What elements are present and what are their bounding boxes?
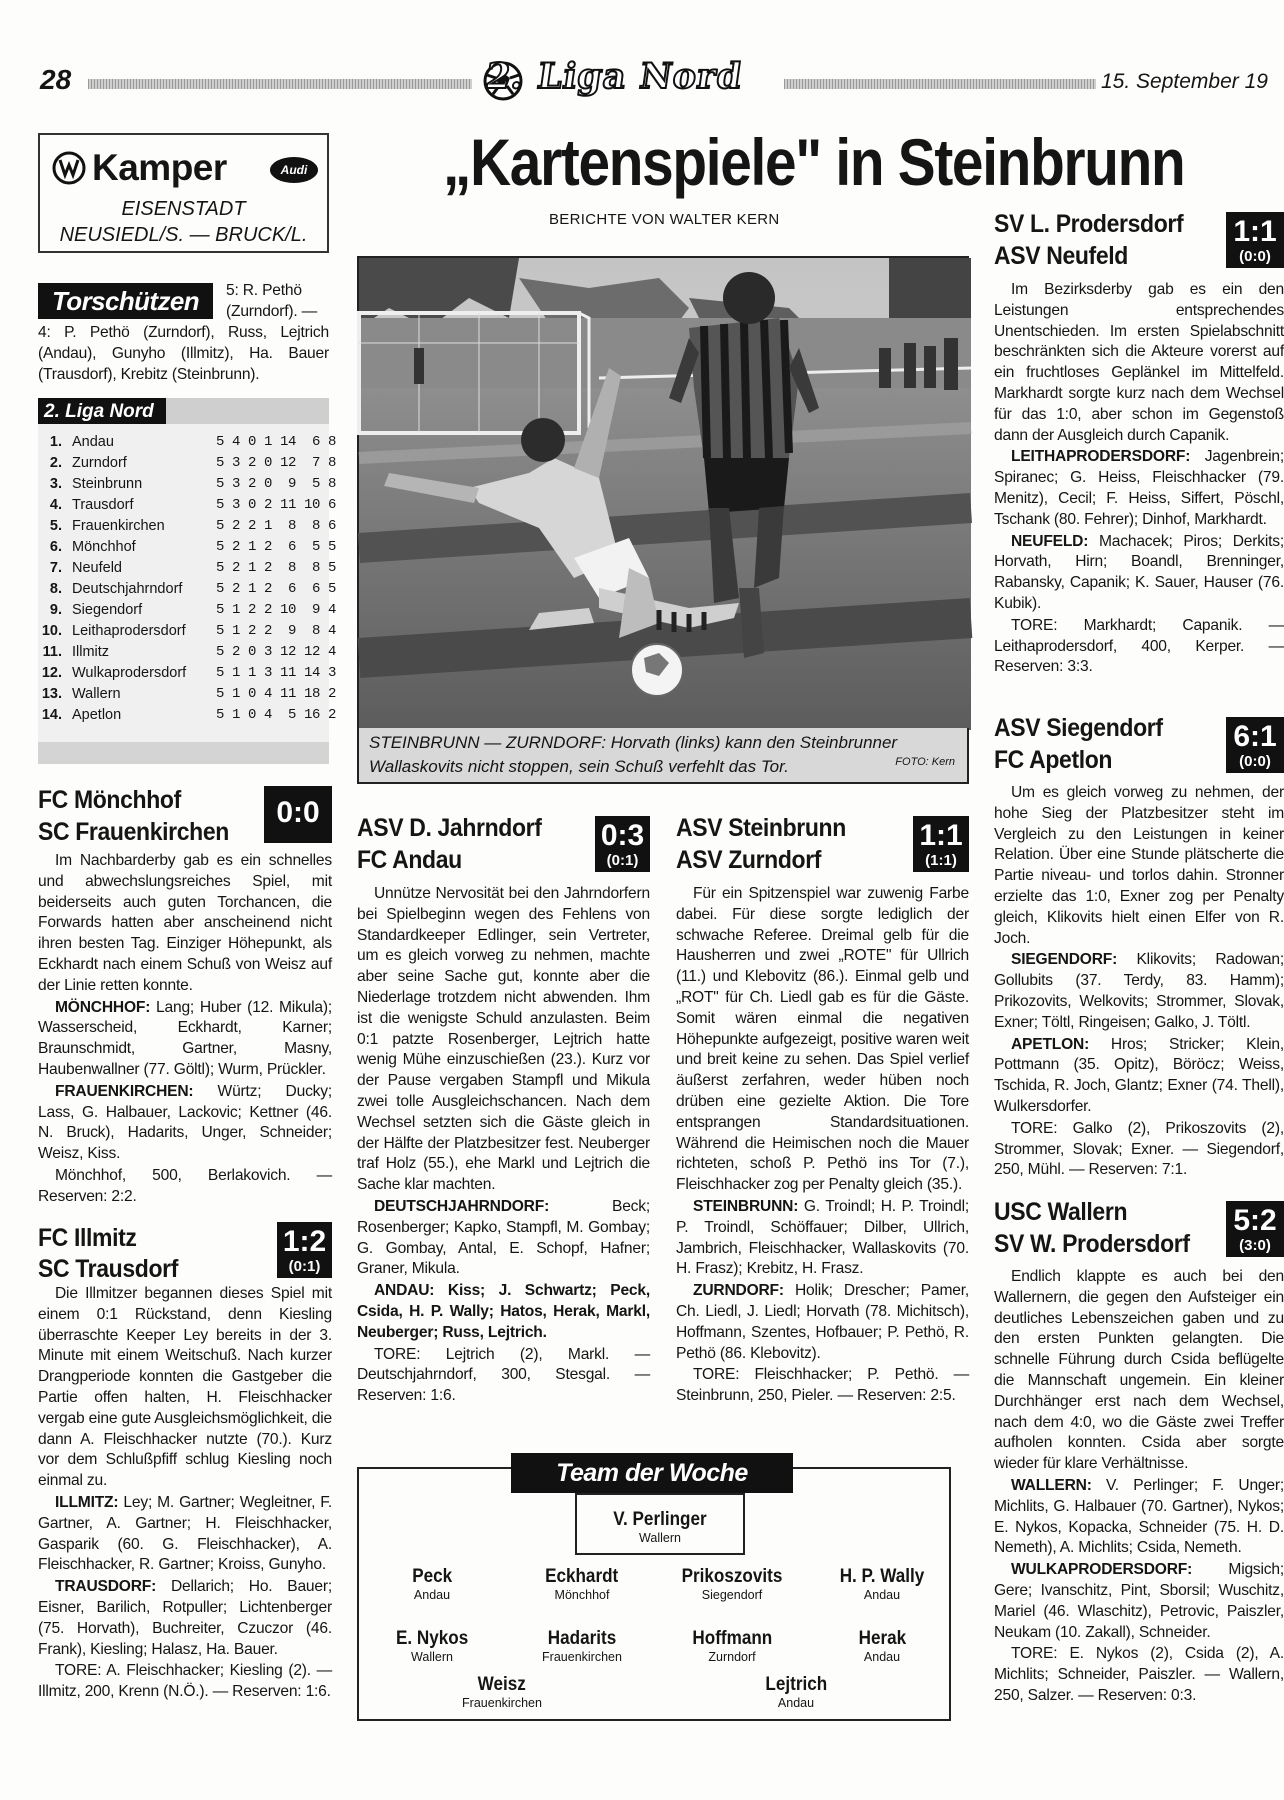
table-row xyxy=(38,684,337,705)
table-row xyxy=(38,705,337,726)
player-name: E. Nykos xyxy=(395,1628,469,1649)
photo-credit: FOTO: Kern xyxy=(895,756,955,768)
m4-score-half: (1:1) xyxy=(925,852,957,869)
m6-lineup1-team: SIEGENDORF: xyxy=(1011,951,1118,969)
table-rank: 12. xyxy=(41,665,62,681)
m7-home: USC Wallern xyxy=(994,1198,1128,1226)
table-stats: 5 2 2 1 8 8 6 xyxy=(216,518,337,534)
m1-lineup2: Würtz; Ducky; Lass, G. Halbauer, Lackovic; Kettner (46. N. Bruck), Hadarits, Unger, Schneider; Weisz, Kiss. xyxy=(38,1082,332,1163)
table-rank: 2. xyxy=(49,455,62,471)
m5-lineup1: Jagenbrein; Spiranec; G. Heiss, Fleischhacker (79. Menitz), Cecil; F. Heiss, Siffert, Pöschl, Tschank (80. Fehrer); Dinhof, Markhardt. xyxy=(994,448,1284,528)
m4-report xyxy=(676,884,969,1408)
scorers-text-top xyxy=(226,281,330,322)
m3-report xyxy=(357,884,650,1408)
table-stats: 5 2 1 2 8 8 5 xyxy=(216,560,337,576)
team-player xyxy=(812,1566,952,1603)
m6-home: ASV Siegendorf xyxy=(994,714,1163,742)
table-row xyxy=(38,474,337,495)
m1-text: Im Nachbarderby gab es ein schnelles und abwechslungsreiches Spiel, mit beiderseits auch guten Torchancen, die Forwards hatten aber anscheinend nicht ihren besten Tag. Einziger Höhepunkt, als Eckhardt nach einem Schuß von Weisz auf der Linie retten konnte. xyxy=(38,852,332,994)
m3-lineup2-team: ANDAU: xyxy=(374,1282,435,1300)
m2-home: FC Illmitz xyxy=(38,1224,137,1252)
table-row xyxy=(38,663,337,684)
scorers-text-b: (Zurndorf). — xyxy=(226,302,317,320)
m2-lineup1-team: ILLMITZ: xyxy=(55,1493,119,1511)
table-stats: 5 4 0 1 14 6 8 xyxy=(216,434,337,450)
table-team: Wallern xyxy=(72,686,121,702)
table-rank: 6. xyxy=(49,539,62,555)
table-rank: 8. xyxy=(49,581,62,597)
table-stats: 5 3 2 0 12 7 8 xyxy=(216,455,337,471)
ad-brand: Kamper xyxy=(92,147,227,188)
table-team: Steinbrunn xyxy=(72,476,143,492)
m4-home: ASV Steinbrunn xyxy=(676,814,846,842)
m2-score-half: (0:1) xyxy=(288,1258,321,1275)
table-team: Wulkaprodersdorf xyxy=(72,665,187,681)
player-club: Siegendorf xyxy=(701,1588,763,1602)
m4-score xyxy=(913,816,969,872)
table-row xyxy=(38,558,337,579)
table-row xyxy=(38,453,337,474)
m5-lineup1-team: LEITHAPRODERSDORF: xyxy=(1011,448,1191,466)
m6-lineup2-team: APETLON: xyxy=(1011,1035,1090,1053)
table-stats: 5 2 1 2 6 5 5 xyxy=(216,539,337,555)
headline: „Kartenspiele" in Steinbrunn xyxy=(443,125,1185,199)
m6-score-half: (0:0) xyxy=(1239,753,1271,770)
m1-lineup2-team: FRAUENKIRCHEN: xyxy=(55,1082,194,1100)
m1-score-main: 0:0 xyxy=(276,796,320,829)
m1-end: Mönchhof, 500, Berlakovich. — Reserven: 2:2. xyxy=(38,1166,332,1205)
m4-lineup2-team: ZURNDORF: xyxy=(693,1282,784,1300)
m6-end: TORE: Galko (2), Prikoszovits (2), Strommer, Slovak; Exner. — Siegendorf, 250, Mühl. — Reserven: 7:1. xyxy=(994,1119,1284,1179)
table-team: Neufeld xyxy=(72,560,122,576)
scorers-text-a: 5: R. Pethö xyxy=(226,282,302,299)
m5-score-half: (0:0) xyxy=(1239,248,1271,265)
m5-text: Im Bezirksderby gab es ein den Leistungen entsprechendes Unentschieden. Im ersten Spielabschnitt beschränkten sich die Akteure vorerst auf ein fruchtloses Geplänkel im Mittelfeld. Markhardt sorgte kurz nach dem Wechsel für das 1:0, aber schon im Gegenstoß dann der Ausgleich durch Capanik. xyxy=(994,281,1284,444)
header-rule-right xyxy=(784,79,1096,89)
m4-score-main: 1:1 xyxy=(919,819,963,852)
table-stats: 5 2 1 2 6 6 5 xyxy=(216,581,337,597)
section-title: 2. Liga Nord xyxy=(483,56,746,97)
m2-text: Die Illmitzer begannen dieses Spiel mit einem 0:1 Rückstand, denn Kiesling überraschte Keeper Ley bereits in der 3. Minute mit einem Weitschuß. Nach kurzer Drangperiode konnten die Gastgeber die Partie offen halten, H. Fleischhacker vergab eine gute Ausgleichsmöglichkeit, die dann A. Fleischhacker nutzte (70.). Kurz vor dem Schlußpfiff schlug Kiesling noch einmal zu. xyxy=(38,1285,332,1490)
player-club: Mönchhof xyxy=(554,1588,610,1602)
team-player xyxy=(432,1674,572,1711)
m3-score-half: (0:1) xyxy=(606,852,639,869)
m4-lineup1-team: STEINBRUNN: xyxy=(693,1197,799,1215)
player-name: Hadarits xyxy=(547,1628,617,1649)
m3-away: FC Andau xyxy=(357,846,462,874)
table-stats: 5 1 2 2 9 8 4 xyxy=(216,623,337,639)
m3-home: ASV D. Jahrndorf xyxy=(357,814,542,842)
m5-end: TORE: Markhardt; Capanik. — Leithaprodersdorf, 400, Kerper. — Reserven: 3:3. xyxy=(994,616,1284,676)
m5-lineup2-team: NEUFELD: xyxy=(1011,532,1089,550)
advertisement-box xyxy=(38,133,329,253)
m6-away: FC Apetlon xyxy=(994,746,1113,774)
table-stats: 5 2 0 3 12 12 4 xyxy=(216,644,337,660)
m5-score xyxy=(1226,212,1284,268)
table-row xyxy=(38,621,337,642)
m1-report xyxy=(38,851,332,1209)
m1-away: SC Frauenkirchen xyxy=(38,818,229,846)
m5-away: ASV Neufeld xyxy=(994,242,1128,270)
table-team: Trausdorf xyxy=(72,497,134,513)
table-rank: 14. xyxy=(41,707,62,723)
table-row xyxy=(38,516,337,537)
league-table xyxy=(38,424,337,764)
team-of-week-title: Team der Woche xyxy=(511,1453,793,1493)
m7-lineup1: V. Perlinger; F. Unger; Michlits, G. Halbauer (70. Gartner), Nykos; E. Nykos, Kopacka, Schneider (75. H. D. Nemeth), A. Michlits; Csida, Nemeth. xyxy=(994,1476,1284,1557)
table-rank: 11. xyxy=(42,644,62,660)
player-name: Prikoszovits xyxy=(681,1566,783,1587)
m1-score xyxy=(264,786,332,843)
audi-logo-icon: Audi xyxy=(270,157,318,183)
team-player xyxy=(662,1566,802,1603)
m5-score-main: 1:1 xyxy=(1233,215,1277,248)
m3-lineup1-team: DEUTSCHJAHRNDORF: xyxy=(374,1197,550,1215)
table-team: Leithaprodersdorf xyxy=(72,623,186,639)
m4-lineup2: Holik; Drescher; Pamer, Ch. Liedl, J. Liedl; Horvath (78. Michitsch), Hoffmann, Szentes, Hofbauer; P. Pethö, R. Pethö (86. Klebovitz). xyxy=(676,1282,969,1362)
m6-report xyxy=(994,783,1284,1182)
player-club: Zurndorf xyxy=(708,1650,756,1664)
league-table-title: 2. Liga Nord xyxy=(38,398,166,424)
m6-score-main: 6:1 xyxy=(1233,720,1277,753)
m7-score xyxy=(1226,1201,1284,1257)
m2-lineup2-team: TRAUSDORF: xyxy=(55,1578,157,1596)
m7-lineup2-team: WULKAPRODERSDORF: xyxy=(1011,1561,1193,1579)
m7-lineup1-team: WALLERN: xyxy=(1011,1476,1092,1494)
m7-end: TORE: E. Nykos (2), Csida (2), A. Michlits; Schneider, Paiszler. — Wallern, 250, Salzer. — Reserven: 0:3. xyxy=(994,1645,1284,1704)
match-photo xyxy=(357,256,969,728)
m6-lineup1: Klikovits; Radowan; Gollubits (37. Terdy, 83. Hamm); Prikozovits, Welkovits; Strommer, Slovak, Exner; Töltl, Ringeisen; Galko, J. Töltl. xyxy=(994,951,1284,1031)
team-player xyxy=(812,1628,952,1665)
table-stats: 5 3 2 0 9 5 8 xyxy=(216,476,337,492)
team-player xyxy=(662,1628,802,1665)
player-name: Eckhardt xyxy=(545,1566,619,1587)
m5-report xyxy=(994,280,1284,679)
m1-lineup1: Lang; Huber (12. Mikula); Wasserscheid, Eckhardt, Karner; Braunschmidt, Gartner, Masny, Haubenwallner (77. Göltl); Wurm, Prückler. xyxy=(38,998,332,1078)
caption-line-1: STEINBRUNN — ZURNDORF: Horvath (links) kann den Steinbrunner xyxy=(369,733,898,752)
photo-caption xyxy=(357,728,969,784)
byline: BERICHTE VON WALTER KERN xyxy=(549,211,780,228)
ad-location-1: EISENSTADT xyxy=(121,198,246,220)
m7-away: SV W. Prodersdorf xyxy=(994,1230,1190,1258)
player-club: Andau xyxy=(863,1650,901,1664)
scorers-text: 4: P. Pethö (Zurndorf), Russ, Lejtrich (Andau), Gunyho (Illmitz), Ha. Bauer (Trausdorf), Krebitz (Steinbrunn). xyxy=(38,324,329,383)
m3-end: TORE: Lejtrich (2), Markl. — Deutschjahrndorf, 300, Stesgal. — Reserven: 1:6. xyxy=(357,1345,650,1405)
table-rank: 9. xyxy=(49,602,62,618)
m5-lineup2: Machacek; Piros; Derkits; Horvath, Hirn; Boandl, Brenninger, Rabansky, Capanik; K. Sauer, Hauser (76. Kubik). xyxy=(994,532,1284,612)
m7-score-half: (3:0) xyxy=(1239,1237,1271,1254)
m2-end: TORE: A. Fleischhacker; Kiesling (2). — Illmitz, 200, Krenn (N.Ö.). — Reserven: 1:6. xyxy=(38,1662,332,1701)
m6-text: Um es gleich vorweg zu nehmen, der hohe Sieg der Platzbesitzer steht im Vergleich zu den Leistungen in keiner Relation. Über eine Stunde plätscherte die Partie niveau- und torlos dahin. Stronner erzielte das 1:0, Exner zog per Penalty gleich, Klikovits hielt einen Elfer von R. Joch. xyxy=(994,784,1284,947)
table-row xyxy=(38,579,337,600)
m7-score-main: 5:2 xyxy=(1233,1204,1277,1237)
m1-home: FC Mönchhof xyxy=(38,786,181,814)
table-stats: 5 1 0 4 11 18 2 xyxy=(216,686,337,702)
m2-report xyxy=(38,1284,332,1704)
team-player xyxy=(362,1628,502,1665)
player-name: Herak xyxy=(858,1628,906,1649)
m3-text: Unnütze Nervosität bei den Jahrndorfern bei Spielbeginn wegen des Fehlens von Standardkeeper Edlinger, sein Vertreter, um es gleich vorweg zu nehmen, machte aber seine Sache gut, konnte aber die Niederlage trotzdem nicht abwenden. Ihm ist die wenigste Schuld anzulasten. Beim 0:1 patzte Rosenberger, Lejtrich hatte wenig Mühe einzuschießen (23.). Kurz vor der Pause vergaben Stampfl und Mikula zwei tolle Ausgleichschancen. Nach dem Wechsel setzten sich die Gäste gleich in der Hälfte der Platzbesitzer fest. Neuberger traf Holz (55.), ehe Markl und Lejtrich die Sache klar machten. xyxy=(357,885,650,1194)
header-rule-left xyxy=(88,79,472,89)
team-player xyxy=(726,1674,866,1711)
table-row xyxy=(38,537,337,558)
m4-away: ASV Zurndorf xyxy=(676,846,822,874)
player-name: H. P. Wally xyxy=(839,1566,925,1587)
table-rank: 4. xyxy=(49,497,62,513)
league-table-header xyxy=(38,398,329,424)
vw-logo-icon xyxy=(52,151,86,185)
m3-lineup1: Beck; Rosenberger; Kapko, Stampfl, M. Gombay; G. Gombay, Antal, E. Schopf, Hafner; Graner, Mikula. xyxy=(357,1197,650,1278)
table-rank: 13. xyxy=(41,686,62,702)
m6-score xyxy=(1226,717,1284,773)
m2-away: SC Trausdorf xyxy=(38,1255,178,1283)
m7-report xyxy=(994,1267,1284,1708)
m4-lineup1: G. Troindl; H. P. Troindl; P. Troindl, Schöffauer; Dilber, Ullrich, Jambrich, Fleischhacker, Wallaskovits (70. H. Frasz); Krebitz, H. Frasz. xyxy=(676,1197,969,1278)
m6-lineup2: Hros; Stricker; Klein, Pottmann (35. Opitz), Böröcz; Weiss, Tschida, R. Joch, Glantz; Exner (74. Thell), Wulkersdorfer. xyxy=(994,1035,1284,1115)
table-stats: 5 1 1 3 11 14 3 xyxy=(216,665,337,681)
m4-text: Für ein Spitzenspiel war zuwenig Farbe dabei. Für diese sorgte lediglich der schwache Referee. Dreimal gelb für die Hausherren und zwei „ROTE" für Ullrich (11.) und Klebovitz (86.). Einmal gelb und „ROT" für Ch. Liedl gab es für die Gäste. Somit wären einmal die negativen Höhepunkte aufgezeigt, positive waren weit und breit keine zu sehen. Das Spiel verlief äußerst zerfahren, weder hüben noch drüben eine gezielte Aktion. Die Tore entsprangen Standardsituationen. Während die Heimischen noch die Mauer richteten, schoß P. Pethö ins Tor (7.), Fleischhacker zog per Penalty gleich (35.). xyxy=(676,885,969,1194)
player-club: Frauenkirchen xyxy=(542,1650,622,1664)
m2-lineup2: Dellarich; Ho. Bauer; Eisner, Barilich, Rotpuller; Lichtenberger (75. Horvath), Buchreiter, Czuczor (46. Frank), Kiesling; Halasz, Ha. Bauer. xyxy=(38,1578,333,1658)
player-name: Peck xyxy=(412,1566,452,1587)
caption-line-2: Wallaskovits nicht stoppen, sein Schuß verfehlt das Tor. xyxy=(369,757,789,776)
player-name: Lejtrich xyxy=(765,1674,827,1695)
team-player xyxy=(512,1628,652,1665)
table-rank: 1. xyxy=(49,434,62,450)
table-team: Illmitz xyxy=(72,644,110,660)
m5-home: SV L. Prodersdorf xyxy=(994,210,1184,238)
player-club: Andau xyxy=(863,1588,901,1602)
m2-score xyxy=(277,1222,332,1278)
m7-text: Endlich klappte es auch bei den Wallernern, die gegen den Aufsteiger ein deutliches Lebenszeichen gaben und zu den ersten Punkten gelangten. Die schnelle Führung durch Csida beflügelte die Mannschaft ungemein. Ein kleiner Durchhänger erst nach dem Wechsel, nach dem 4:0, wo die Gäste zwei Treffer aufholen konnten. Csida aber sorgte wieder für klare Verhältnisse. xyxy=(994,1268,1284,1473)
issue-date: 15. September 19 xyxy=(1101,70,1268,93)
table-team: Siegendorf xyxy=(72,602,143,618)
table-rank: 10. xyxy=(41,623,62,639)
ad-location-2: NEUSIEDL/S. — BRUCK/L. xyxy=(59,224,308,246)
table-rank: 7. xyxy=(49,560,62,576)
right-column xyxy=(994,205,1284,1800)
table-row xyxy=(38,642,337,663)
player-club: Frauenkirchen xyxy=(462,1696,542,1710)
table-team: Frauenkirchen xyxy=(72,518,165,534)
player-name: Weisz xyxy=(477,1674,527,1695)
player-club: Wallern xyxy=(639,1531,681,1545)
table-team: Zurndorf xyxy=(72,455,127,471)
team-player xyxy=(512,1566,652,1603)
table-stats: 5 1 2 2 10 9 4 xyxy=(216,602,337,618)
table-row xyxy=(38,600,337,621)
player-club: Andau xyxy=(413,1588,451,1602)
table-row xyxy=(38,432,337,453)
table-row xyxy=(38,495,337,516)
team-player xyxy=(362,1566,502,1603)
m2-lineup1: Ley; M. Gartner; Wegleitner, F. Gartner, A. Gartner; H. Fleischhacker, Gasparik (60. G. Fleischhacker), A. Fleischhacker, R. Gartner; Kroiss, Gunyho. xyxy=(38,1493,332,1574)
m1-lineup1-team: MÖNCHHOF: xyxy=(55,998,151,1016)
player-name: V. Perlinger xyxy=(613,1509,707,1530)
player-name: Hoffmann xyxy=(692,1628,772,1649)
table-rank: 5. xyxy=(49,518,62,534)
m4-end: TORE: Fleischhacker; P. Pethö. — Steinbrunn, 250, Pieler. — Reserven: 2:5. xyxy=(676,1366,969,1405)
scorers-title: Torschützen xyxy=(38,283,213,319)
table-team: Andau xyxy=(72,434,114,450)
page-number: 28 xyxy=(40,64,72,95)
m7-lineup2: Migsich; Gere; Ivanschitz, Pint, Sborsil; Wuschitz, Mariel (46. Wlaschitz), Petrovic, Paiszler, Neukam (10. Zakall), Schneider. xyxy=(994,1561,1284,1641)
m2-score-main: 1:2 xyxy=(282,1225,327,1258)
team-player xyxy=(590,1509,730,1546)
table-team: Deutschjahrndorf xyxy=(72,581,183,597)
table-team: Mönchhof xyxy=(72,539,136,555)
table-stats: 5 3 0 2 11 10 6 xyxy=(216,497,337,513)
m3-score xyxy=(595,816,650,872)
m3-lineup2: Kiss; J. Schwartz; Peck, Csida, H. P. Wally; Hatos, Herak, Markl, Neuberger; Russ, Lejtrich. xyxy=(357,1282,650,1341)
player-club: Wallern xyxy=(411,1650,453,1664)
player-club: Andau xyxy=(777,1696,815,1710)
table-team: Apetlon xyxy=(72,707,122,723)
m3-score-main: 0:3 xyxy=(600,819,645,852)
table-rank: 3. xyxy=(49,476,62,492)
table-stats: 5 1 0 4 5 16 2 xyxy=(216,707,337,723)
